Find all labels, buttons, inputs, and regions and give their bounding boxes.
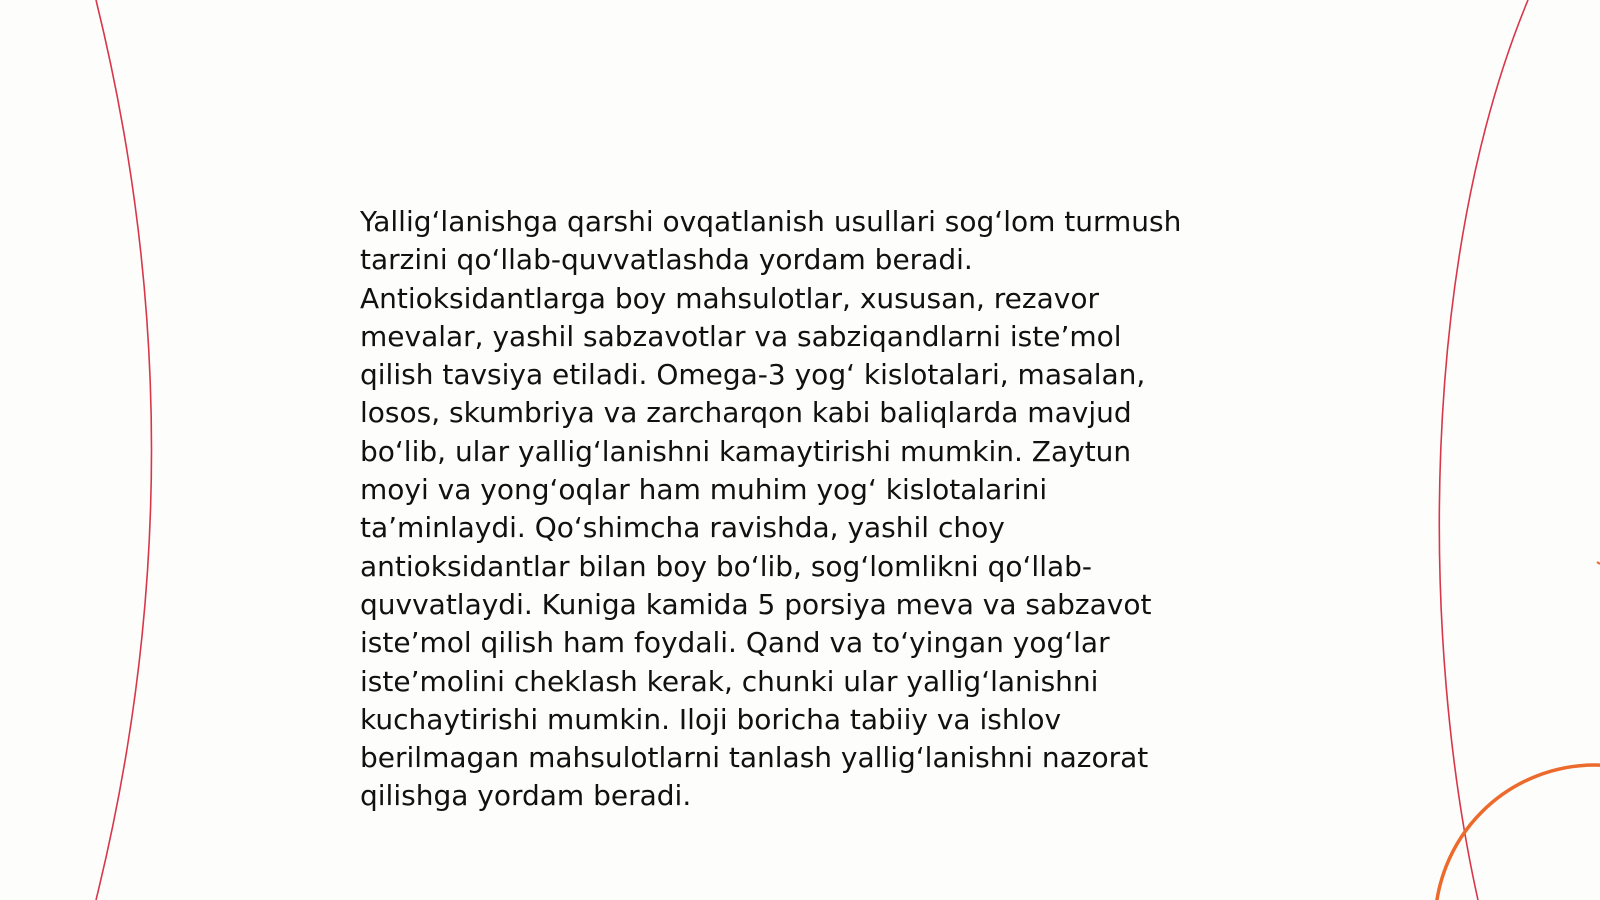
paragraph-line: bo‘lib, ular yallig‘lanishni kamaytirishi mumkin. Zaytun [360, 434, 1132, 468]
paragraph-line: mevalar, yashil sabzavotlar va sabziqandlarni iste’mol [360, 319, 1122, 353]
left-curve [96, 0, 152, 900]
paragraph-line: ta’minlaydi. Qo‘shimcha ravishda, yashil choy [360, 511, 1005, 545]
right-curve [1439, 0, 1528, 900]
paragraph-line: qilish tavsiya etiladi. Omega-3 yog‘ kislotalari, masalan, [360, 358, 1146, 392]
paragraph-line: antioksidantlar bilan boy bo‘lib, sog‘lomlikni qo‘llab- [360, 549, 1093, 583]
paragraph-line: berilmagan mahsulotlarni tanlash yallig‘lanishni nazorat [360, 741, 1149, 775]
paragraph-line: Yallig‘lanishga qarshi ovqatlanish usullari sog‘lom turmush [360, 205, 1182, 238]
paragraph-line: qilishga yordam beradi. [360, 779, 692, 813]
paragraph-line: Antioksidantlarga boy mahsulotlar, xususan, rezavor [360, 281, 1099, 315]
paragraph-line: iste’molini cheklash kerak, chunki ular yallig‘lanishni [360, 664, 1099, 698]
paragraph-line: iste’mol qilish ham foydali. Qand va to‘yingan yog‘lar [360, 626, 1110, 660]
orange-arc [1435, 765, 1600, 900]
paragraph-line: losos, skumbriya va zarcharqon kabi baliqlarda mavjud [360, 396, 1132, 430]
paragraph-line: kuchaytirishi mumkin. Iloji boricha tabiiy va ishlov [360, 702, 1062, 736]
paragraph-line: tarzini qo‘llab-quvvatlashda yordam beradi. [360, 243, 973, 277]
body-paragraph [360, 203, 1240, 816]
paragraph-line: quvvatlaydi. Kuniga kamida 5 porsiya meva va sabzavot [360, 587, 1152, 621]
paragraph-line: moyi va yong‘oqlar ham muhim yog‘ kislotalarini [360, 473, 1048, 507]
